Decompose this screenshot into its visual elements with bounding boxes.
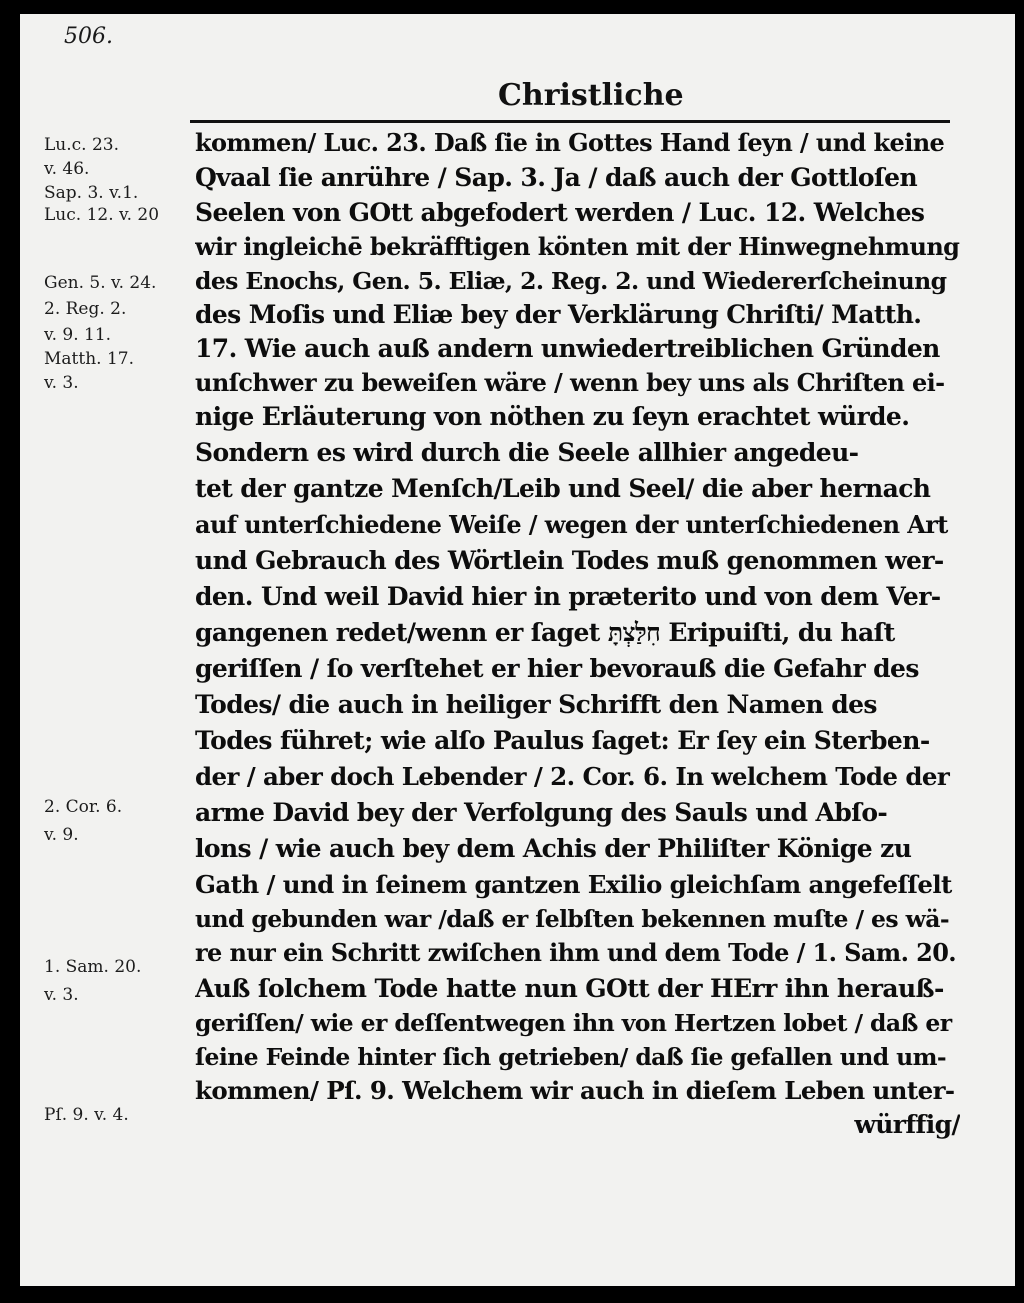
margin-note: v. 3. [44,373,79,393]
text-line: ſeine Feinde hinter ſich getrieben/ daß ſie gefallen und um- [195,1043,947,1071]
book-page [20,14,1015,1286]
text-line: tet der gantze Menſch/Leib und Seel/ die aber hernach [195,474,931,503]
text-line: Gath / und in ſeinem gantzen Exilio gleichſam angefeſſelt [195,870,952,899]
text-line: Todes führet; wie alſo Paulus ſaget: Er ſey ein Sterben- [195,726,930,755]
margin-note: Sap. 3. v.1. [44,183,139,203]
text-line: Auß ſolchem Tode hatte nun GOtt der HErr ihn herauß- [195,974,944,1003]
text-line: und gebunden war /daß er ſelbſten bekennen muſte / es wä- [195,905,950,933]
margin-note: v. 9. [44,825,79,845]
text-line: Sondern es wird durch die Seele allhier angedeu- [195,438,859,467]
margin-note: Pſ. 9. v. 4. [44,1105,129,1125]
text-line: der / aber doch Lebender / 2. Cor. 6. In welchem Tode der [195,762,950,791]
margin-note: 2. Reg. 2. [44,299,127,319]
margin-note: Lu.c. 23. [44,135,120,155]
text-line: wir ingleichē bekräfftigen könten mit der Hinwegnehmung [195,232,960,261]
body-text [195,128,960,1268]
text-line: re nur ein Schritt zwiſchen ihm und dem Tode / 1. Sam. 20. [195,938,957,967]
text-line: geriſſen/ wie er deſſentwegen ihn von Hertzen lobet / daß er [195,1009,952,1037]
margin-note: Luc. 12. v. 20 [44,205,160,225]
margin-note: 1. Sam. 20. [44,957,142,977]
margin-notes [44,120,194,1260]
text-line: und Gebrauch des Wörtlein Todes muß genommen wer- [195,546,944,575]
text-line: Qvaal ſie anrühre / Sap. 3. Ja / daß auch der Gottloſen [195,163,918,192]
text-line: kommen/ Luc. 23. Daß ſie in Gottes Hand ſeyn / und keine [195,128,945,157]
running-head: Christliche [498,78,684,113]
text-line: auf unterſchiedene Weiſe / wegen der unterſchiedenen Art [195,510,948,539]
text-line: lons / wie auch bey dem Achis der Philiſter Könige zu [195,834,912,863]
margin-note: v. 3. [44,985,79,1005]
text-line: arme David bey der Verfolgung des Sauls und Abſo- [195,798,888,827]
text-line: nige Erläuterung von nöthen zu ſeyn erachtet würde. [195,402,910,431]
margin-note: 2. Cor. 6. [44,797,123,817]
text-line: 17. Wie auch auß andern unwiedertreiblichen Gründen [195,334,940,363]
text-line: gangenen redet/wenn er ſaget חִלַּצְתָּ Eripuiſti, du haſt [195,618,895,647]
text-line: den. Und weil David hier in præterito und von dem Ver- [195,582,941,611]
header-rule [190,120,950,123]
margin-note: v. 46. [44,159,90,179]
text-line: kommen/ Pſ. 9. Welchem wir auch in dieſem Leben unter- [195,1076,955,1105]
text-line: des Enochs, Gen. 5. Eliæ, 2. Reg. 2. und Wiedererſcheinung [195,267,947,295]
text-line: Todes/ die auch in heiliger Schrifft den Namen des [195,690,877,719]
text-line: des Moſis und Eliæ bey der Verklärung Chriſti/ Matth. [195,300,922,329]
text-line: unſchwer zu beweiſen wäre / wenn bey uns als Chriſten ei- [195,368,945,397]
margin-note: Gen. 5. v. 24. [44,273,157,293]
margin-note: v. 9. 11. [44,325,112,345]
margin-note: Matth. 17. [44,349,134,369]
page-number: 506. [64,24,113,49]
text-line: Seelen von GOtt abgefodert werden / Luc. 12. Welches [195,198,925,227]
text-line: geriſſen / ſo verſtehet er hier bevorauß die Gefahr des [195,654,919,683]
catchword: würffig/ [854,1110,960,1139]
